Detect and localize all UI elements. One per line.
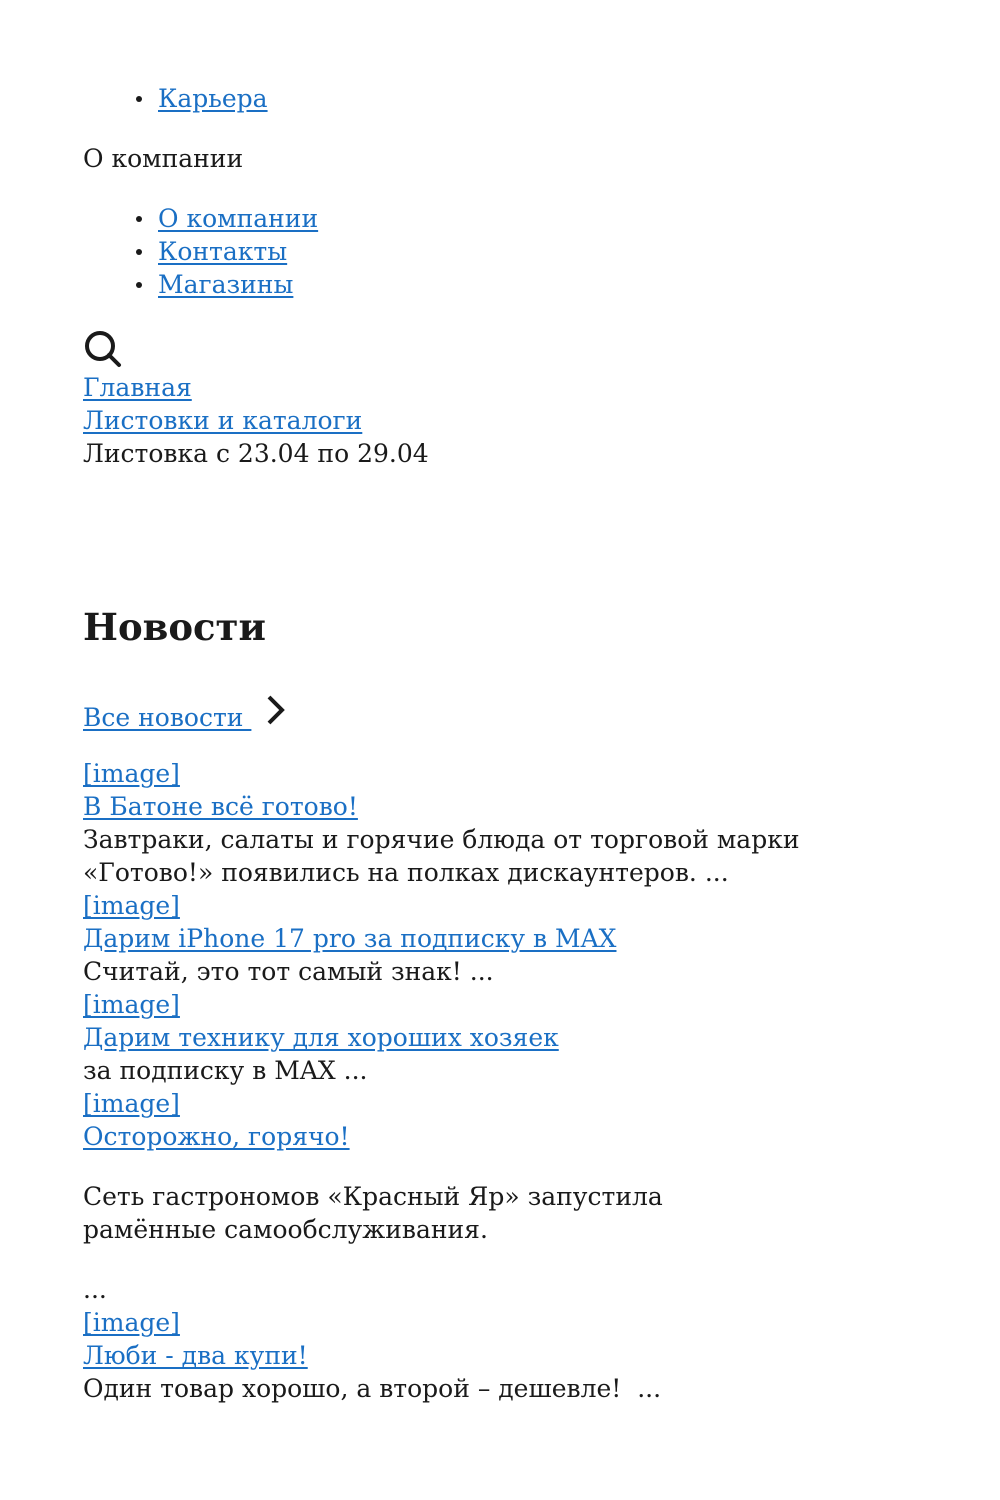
news-image-link[interactable]: [image]: [83, 1308, 180, 1337]
stores-link[interactable]: Магазины: [158, 270, 294, 299]
about-menu: [158, 202, 318, 301]
list-item: [158, 202, 318, 235]
news-text: Завтраки, салаты и горячие блюда от торговой марки «Готово!» появились на полках дискаунтеров. ...: [83, 825, 800, 887]
breadcrumb-current: Листовка с 23.04 по 29.04: [83, 439, 429, 468]
list-item: [158, 268, 318, 301]
news-item: [83, 757, 943, 889]
breadcrumb: [83, 371, 429, 470]
all-news-link[interactable]: Все новости: [83, 703, 252, 732]
breadcrumb-catalogs-link[interactable]: Листовки и каталоги: [83, 406, 363, 435]
career-link[interactable]: Карьера: [158, 84, 268, 113]
news-text-more: ...: [83, 1275, 107, 1304]
news-image-link[interactable]: [image]: [83, 990, 180, 1019]
news-list: [83, 757, 943, 1405]
news-title-link[interactable]: Осторожно, горячо!: [83, 1122, 350, 1151]
news-image-link[interactable]: [image]: [83, 759, 180, 788]
news-text: Считай, это тот самый знак! ...: [83, 957, 494, 986]
news-item: [83, 889, 943, 988]
news-text: за подписку в MAX ...: [83, 1056, 368, 1085]
news-text: Сеть гастрономов «Красный Яр» запустила рамённые самообслуживания.: [83, 1182, 663, 1244]
search-button[interactable]: [83, 330, 123, 368]
list-item: [158, 82, 268, 115]
news-title-link[interactable]: Дарим технику для хороших хозяек: [83, 1023, 559, 1052]
list-item: [158, 235, 318, 268]
news-heading: Новости: [83, 605, 266, 649]
news-title-link[interactable]: Дарим iPhone 17 pro за подписку в MAX: [83, 924, 617, 953]
news-image-link[interactable]: [image]: [83, 1089, 180, 1118]
news-title-link[interactable]: В Батоне всё готово!: [83, 792, 358, 821]
breadcrumb-home-link[interactable]: Главная: [83, 373, 192, 402]
news-text: Один товар хорошо, а второй – дешевле! ...: [83, 1374, 662, 1403]
news-item: [83, 1306, 943, 1405]
about-section-title: О компании: [83, 144, 244, 173]
news-item: [83, 1087, 943, 1306]
about-company-link[interactable]: О компании: [158, 204, 319, 233]
chevron-right-icon[interactable]: [263, 691, 289, 737]
contacts-link[interactable]: Контакты: [158, 237, 288, 266]
news-item: [83, 988, 943, 1087]
news-image-link[interactable]: [image]: [83, 891, 180, 920]
search-icon: [83, 330, 123, 368]
news-title-link[interactable]: Люби - два купи!: [83, 1341, 308, 1370]
all-news-row: [83, 701, 289, 734]
top-menu: [158, 82, 268, 115]
